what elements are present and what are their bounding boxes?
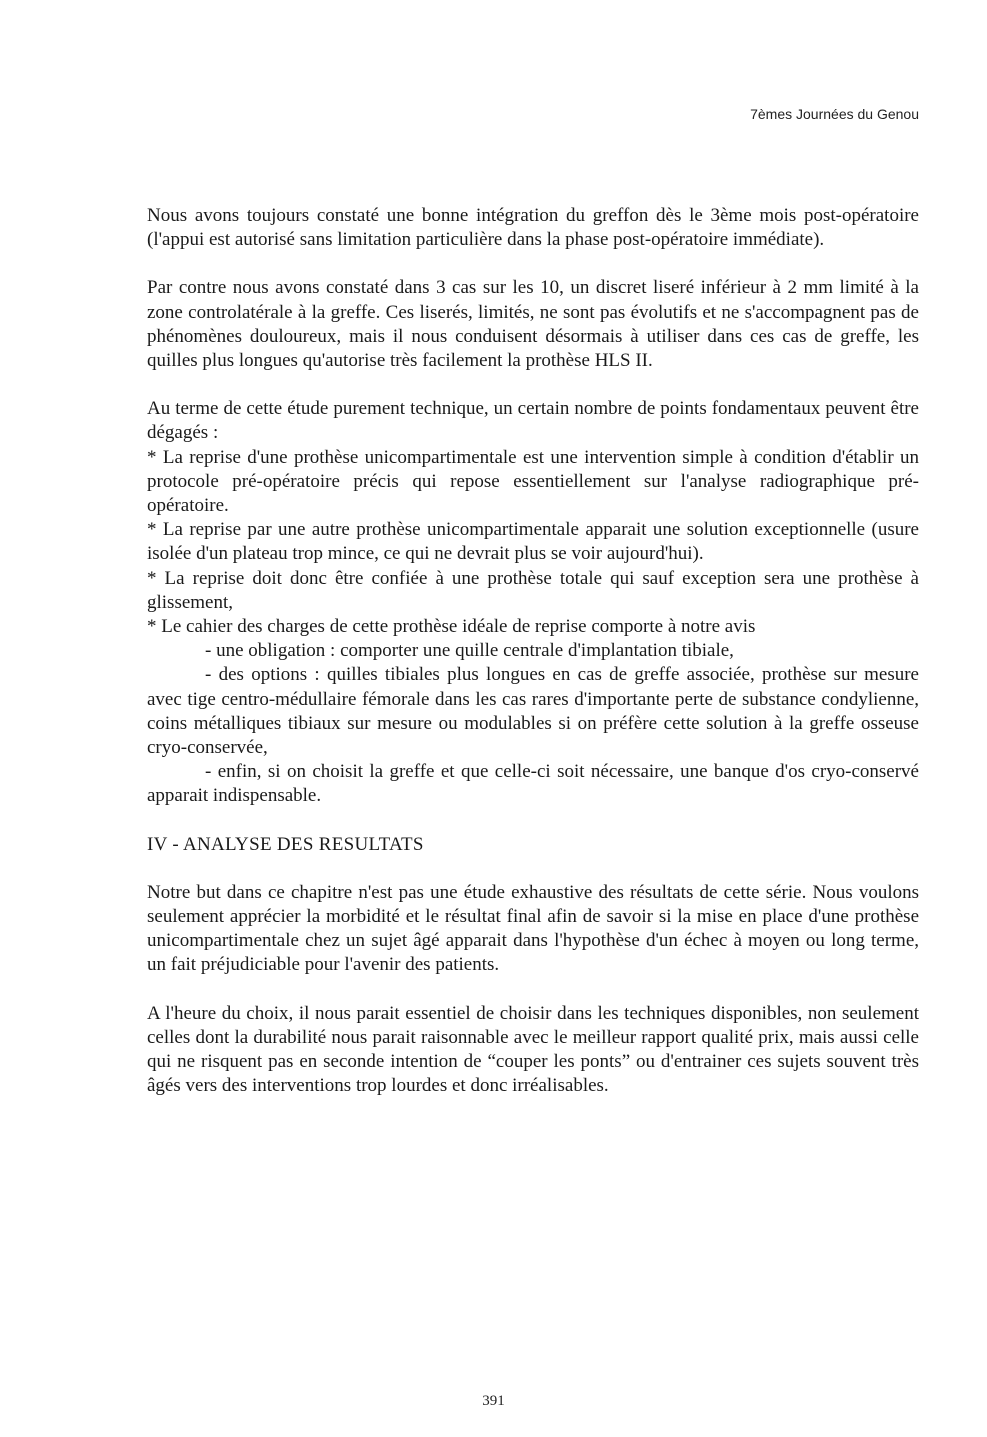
- paragraph-goal: Notre but dans ce chapitre n'est pas une étude exhaustive des résultats de cette série. Nous voulons seulement apprécier la morbidité et le résultat final afin de savoir si la mise en place d'une prothèse unicompartimentale chez un sujet âgé apparait dans l'hypothèse d'un échec à moyen ou long terme, un fait préjudiciable pour l'avenir des patients.: [147, 881, 919, 976]
- paragraph-choice: A l'heure du choix, il nous parait essentiel de choisir dans les techniques disponibles, non seulement celles dont la durabilité nous parait raisonnable avec le meilleur rapport qualité prix, mais aussi celle qui ne risquent pas en seconde intention de “couper les ponts” ou d'entrainer ces sujets souvent très âgés vers des interventions trop lourdes et donc irréalisables.: [147, 1002, 919, 1097]
- running-header: 7èmes Journées du Genou: [750, 106, 919, 122]
- paragraph-liseres: Par contre nous avons constaté dans 3 cas sur les 10, un discret liseré inférieur à 2 mm limité à la zone controlatérale à la greffe. Ces liserés, limités, ne sont pas évolutifs et ne s'accompagnent pas de phénomènes douloureux, mais il nous conduisent désormais à utiliser dans ces cas de greffe, les quilles plus longues qu'autorise très facilement la prothèse HLS II.: [147, 277, 919, 372]
- conclusion-item-3: * La reprise doit donc être confiée à une prothèse totale qui sauf exception sera une prothèse à glissement,: [147, 567, 919, 613]
- conclusion-item-1: * La reprise d'une prothèse unicompartimentale est une intervention simple à condition d'établir un protocole pré-opératoire précis qui repose essentiellement sur l'analyse radiographique pré-opératoire.: [147, 446, 919, 517]
- body-text: [147, 204, 919, 1099]
- conclusion-subitem-bank: - enfin, si on choisit la greffe et que celle-ci soit nécessaire, une banque d'os cryo-conservé apparait indispensable.: [147, 761, 919, 807]
- conclusion-subitem-obligation: - une obligation : comporter une quille centrale d'implantation tibiale,: [205, 640, 734, 662]
- paragraph-graft-integration: Nous avons toujours constaté une bonne intégration du greffon dès le 3ème mois post-opératoire (l'appui est autorisé sans limitation particulière dans la phase post-opératoire immédiate).: [147, 205, 919, 251]
- paragraph-conclusions: [147, 397, 919, 808]
- conclusions-intro: Au terme de cette étude purement technique, un certain nombre de points fondamentaux peuvent être dégagés :: [147, 398, 919, 444]
- section-heading: IV - ANALYSE DES RESULTATS: [147, 833, 424, 855]
- conclusion-subitem-options: - des options : quilles tibiales plus longues en cas de greffe associée, prothèse sur mesure avec tige centro-médullaire fémorale dans les cas rares d'importante perte de substance condylienne, coins métalliques tibiaux sur mesure ou modulables si on préfère cette solution à la greffe osseuse cryo-conservée,: [147, 664, 919, 759]
- conclusion-item-4: * Le cahier des charges de cette prothèse idéale de reprise comporte à notre avis: [147, 616, 756, 638]
- page-number: 391: [482, 1393, 505, 1409]
- conclusion-item-2: * La reprise par une autre prothèse unicompartimentale apparait une solution exceptionnelle (usure isolée d'un plateau trop mince, ce qui ne devrait plus se voir aujourd'hui).: [147, 519, 919, 565]
